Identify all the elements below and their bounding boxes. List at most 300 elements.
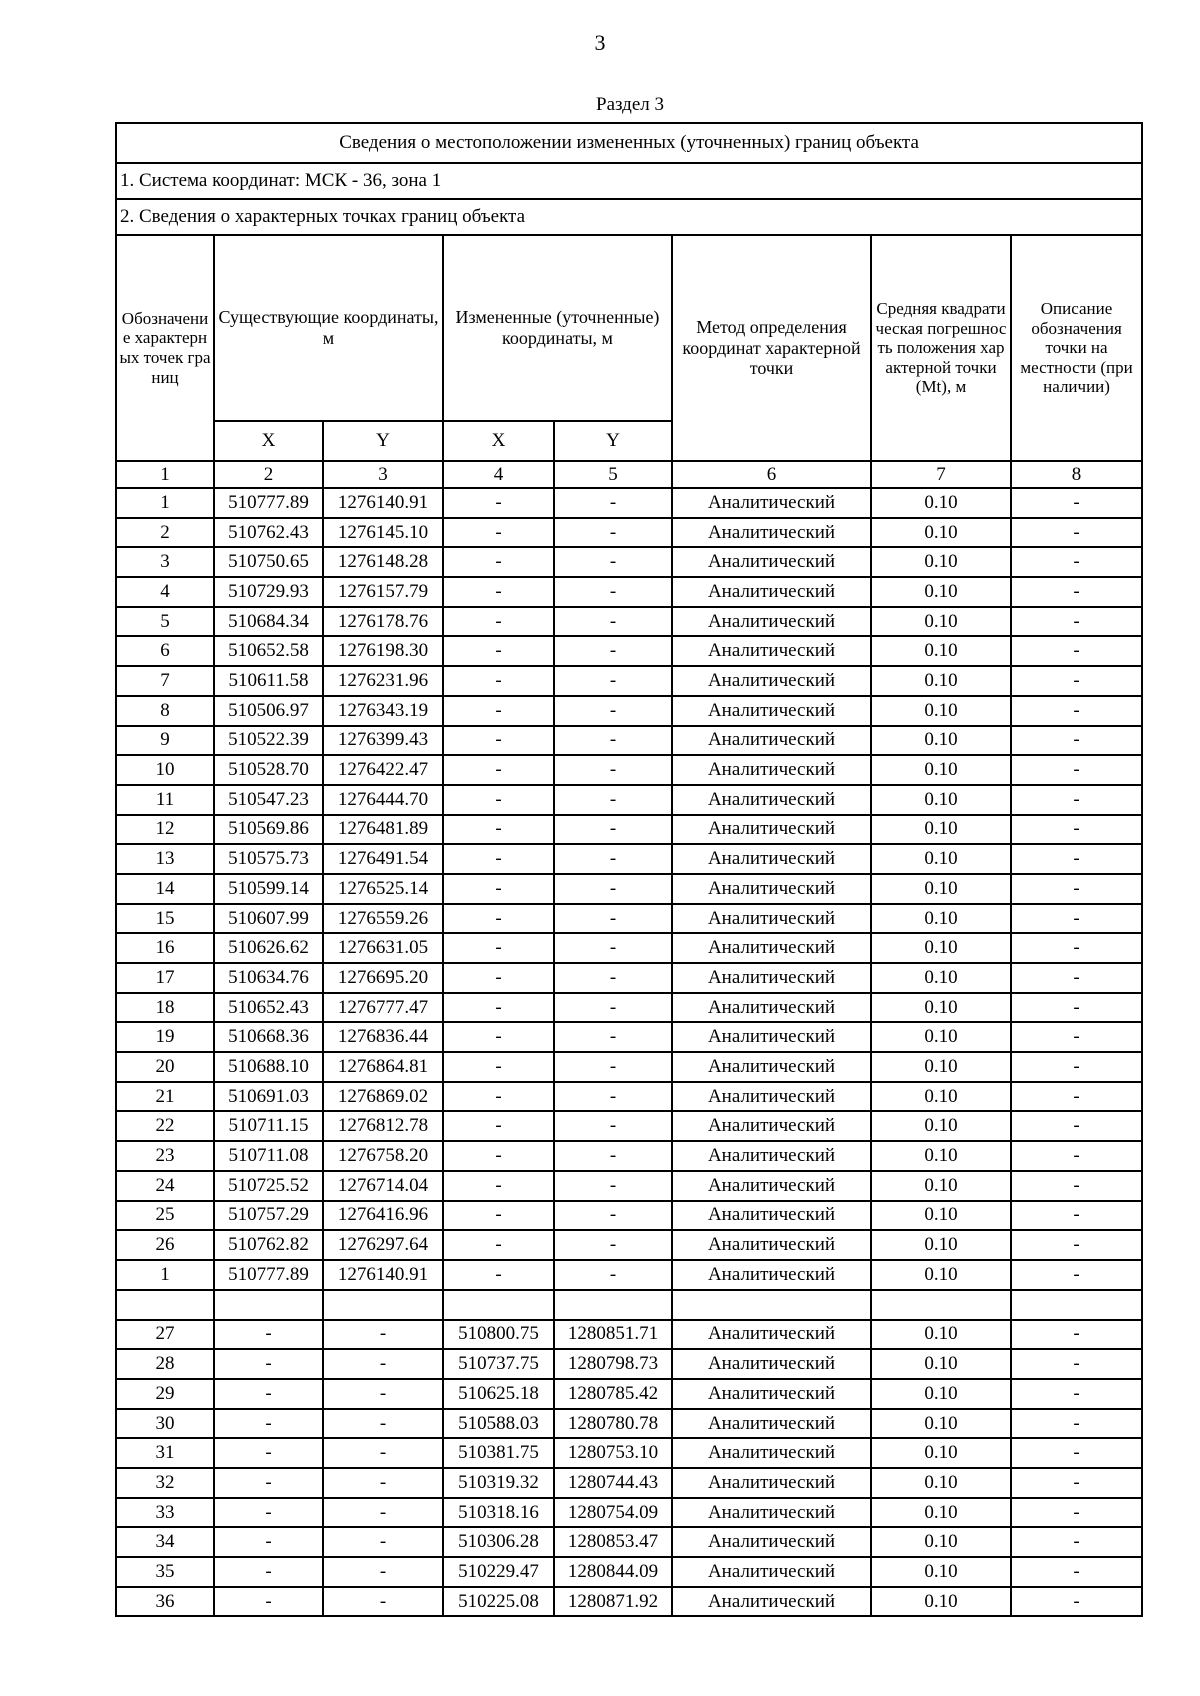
changed-y-cell: 1280785.42 (554, 1379, 672, 1409)
description-cell: - (1011, 933, 1142, 963)
point-id-cell: 14 (116, 874, 214, 904)
description-cell: - (1011, 1468, 1142, 1498)
changed-y-cell: - (554, 1171, 672, 1201)
error-cell: 0.10 (871, 755, 1011, 785)
table-row (116, 1409, 1142, 1439)
error-cell: 0.10 (871, 518, 1011, 548)
changed-y-cell: - (554, 1230, 672, 1260)
error-cell: 0.10 (871, 785, 1011, 815)
changed-x-cell: - (443, 963, 554, 993)
existing-x-cell: 510691.03 (214, 1082, 323, 1112)
table-row (116, 963, 1142, 993)
table-row (116, 1082, 1142, 1112)
table-row (116, 904, 1142, 934)
changed-x-cell: - (443, 933, 554, 963)
changed-x-cell: 510800.75 (443, 1320, 554, 1350)
error-cell: 0.10 (871, 547, 1011, 577)
changed-x-cell: - (443, 488, 554, 518)
table-row (116, 1201, 1142, 1231)
changed-x-cell: - (443, 1141, 554, 1171)
table-row (116, 1527, 1142, 1557)
existing-x-cell (214, 1290, 323, 1320)
changed-x-cell: - (443, 1022, 554, 1052)
existing-y-cell: 1276231.96 (323, 666, 443, 696)
changed-y-cell: - (554, 844, 672, 874)
method-cell: Аналитический (672, 1379, 871, 1409)
table-row (116, 607, 1142, 637)
existing-y-cell: 1276777.47 (323, 993, 443, 1023)
point-id-cell: 13 (116, 844, 214, 874)
description-cell: - (1011, 904, 1142, 934)
existing-y-cell: 1276198.30 (323, 636, 443, 666)
separator-row (116, 1290, 1142, 1320)
existing-y-cell: 1276140.91 (323, 488, 443, 518)
method-cell: Аналитический (672, 1498, 871, 1528)
table-row (116, 1320, 1142, 1350)
table-row (116, 1587, 1142, 1617)
method-cell: Аналитический (672, 1052, 871, 1082)
changed-y-cell: - (554, 963, 672, 993)
method-cell: Аналитический (672, 1022, 871, 1052)
existing-y-cell: 1276758.20 (323, 1141, 443, 1171)
point-id-cell: 12 (116, 815, 214, 845)
description-cell: - (1011, 1527, 1142, 1557)
table-row (116, 1379, 1142, 1409)
coord-system-line: 1. Система координат: МСК - 36, зона 1 (116, 163, 1142, 199)
description-cell: - (1011, 1052, 1142, 1082)
existing-y-cell: 1276695.20 (323, 963, 443, 993)
table-row (116, 726, 1142, 756)
changed-x-cell: - (443, 1082, 554, 1112)
header-error: Средняя квадратическая погрешность положения характерной точки (Mt), м (871, 235, 1011, 461)
changed-x-cell: 510737.75 (443, 1349, 554, 1379)
error-cell: 0.10 (871, 1141, 1011, 1171)
method-cell: Аналитический (672, 1082, 871, 1112)
error-cell: 0.10 (871, 1527, 1011, 1557)
method-cell: Аналитический (672, 1171, 871, 1201)
description-cell: - (1011, 785, 1142, 815)
existing-x-cell: 510611.58 (214, 666, 323, 696)
changed-y-cell: - (554, 1201, 672, 1231)
existing-y-cell: 1276559.26 (323, 904, 443, 934)
description-cell: - (1011, 1409, 1142, 1439)
existing-y-cell: - (323, 1320, 443, 1350)
method-cell: Аналитический (672, 1201, 871, 1231)
existing-x-cell: - (214, 1320, 323, 1350)
description-cell: - (1011, 488, 1142, 518)
existing-x-cell: - (214, 1468, 323, 1498)
description-cell: - (1011, 755, 1142, 785)
existing-y-cell: 1276157.79 (323, 577, 443, 607)
changed-x-cell: - (443, 666, 554, 696)
description-cell: - (1011, 518, 1142, 548)
error-cell: 0.10 (871, 1587, 1011, 1617)
changed-x-cell: 510381.75 (443, 1438, 554, 1468)
changed-y-cell: 1280853.47 (554, 1527, 672, 1557)
method-cell: Аналитический (672, 547, 871, 577)
changed-x-cell: - (443, 1201, 554, 1231)
method-cell: Аналитический (672, 1320, 871, 1350)
changed-y-cell: - (554, 815, 672, 845)
point-id-cell: 25 (116, 1201, 214, 1231)
existing-x-cell: 510547.23 (214, 785, 323, 815)
error-cell: 0.10 (871, 666, 1011, 696)
column-number: 5 (554, 461, 672, 488)
error-cell: 0.10 (871, 1171, 1011, 1201)
description-cell: - (1011, 1230, 1142, 1260)
point-id-cell: 8 (116, 696, 214, 726)
point-id-cell (116, 1290, 214, 1320)
error-cell: 0.10 (871, 607, 1011, 637)
description-cell: - (1011, 1141, 1142, 1171)
existing-x-cell: - (214, 1527, 323, 1557)
existing-x-cell: 510506.97 (214, 696, 323, 726)
method-cell: Аналитический (672, 518, 871, 548)
table-row (116, 1052, 1142, 1082)
section-label: Раздел 3 (596, 94, 664, 115)
column-number: 2 (214, 461, 323, 488)
error-cell: 0.10 (871, 1468, 1011, 1498)
method-cell: Аналитический (672, 755, 871, 785)
existing-y-cell: - (323, 1587, 443, 1617)
changed-x-cell: 510318.16 (443, 1498, 554, 1528)
point-id-cell: 1 (116, 488, 214, 518)
changed-x-cell: - (443, 785, 554, 815)
method-cell: Аналитический (672, 1260, 871, 1290)
method-cell: Аналитический (672, 1111, 871, 1141)
changed-y-cell: - (554, 1052, 672, 1082)
column-number: 8 (1011, 461, 1142, 488)
error-cell (871, 1290, 1011, 1320)
existing-y-cell: 1276869.02 (323, 1082, 443, 1112)
error-cell: 0.10 (871, 993, 1011, 1023)
existing-y-cell: - (323, 1409, 443, 1439)
table-row (116, 696, 1142, 726)
existing-y-cell: 1276145.10 (323, 518, 443, 548)
point-id-cell: 3 (116, 547, 214, 577)
table-row (116, 666, 1142, 696)
description-cell: - (1011, 1557, 1142, 1587)
table-row (116, 1230, 1142, 1260)
changed-x-cell: 510319.32 (443, 1468, 554, 1498)
point-id-cell: 7 (116, 666, 214, 696)
changed-x-cell: - (443, 696, 554, 726)
description-cell: - (1011, 547, 1142, 577)
point-id-cell: 19 (116, 1022, 214, 1052)
method-cell: Аналитический (672, 1527, 871, 1557)
header-changed-y: Y (554, 421, 672, 461)
existing-y-cell: - (323, 1349, 443, 1379)
error-cell: 0.10 (871, 904, 1011, 934)
header-changed-x: X (443, 421, 554, 461)
description-cell: - (1011, 607, 1142, 637)
existing-x-cell: 510652.58 (214, 636, 323, 666)
existing-x-cell: - (214, 1379, 323, 1409)
method-cell: Аналитический (672, 577, 871, 607)
changed-x-cell: - (443, 726, 554, 756)
method-cell: Аналитический (672, 933, 871, 963)
existing-x-cell: 510626.62 (214, 933, 323, 963)
existing-x-cell: 510652.43 (214, 993, 323, 1023)
existing-y-cell: 1276399.43 (323, 726, 443, 756)
existing-y-cell: 1276491.54 (323, 844, 443, 874)
changed-x-cell: 510225.08 (443, 1587, 554, 1617)
existing-x-cell: 510725.52 (214, 1171, 323, 1201)
method-cell: Аналитический (672, 963, 871, 993)
changed-x-cell: 510229.47 (443, 1557, 554, 1587)
method-cell: Аналитический (672, 1141, 871, 1171)
point-id-cell: 6 (116, 636, 214, 666)
table-row (116, 518, 1142, 548)
changed-y-cell: - (554, 636, 672, 666)
error-cell: 0.10 (871, 1201, 1011, 1231)
existing-y-cell: 1276444.70 (323, 785, 443, 815)
existing-y-cell: 1276812.78 (323, 1111, 443, 1141)
method-cell: Аналитический (672, 726, 871, 756)
existing-x-cell: 510762.43 (214, 518, 323, 548)
point-id-cell: 36 (116, 1587, 214, 1617)
point-id-cell: 30 (116, 1409, 214, 1439)
header-method: Метод определения координат характерной точки (672, 235, 871, 461)
existing-y-cell: - (323, 1498, 443, 1528)
description-cell: - (1011, 874, 1142, 904)
changed-y-cell: - (554, 666, 672, 696)
point-id-cell: 20 (116, 1052, 214, 1082)
changed-y-cell: - (554, 577, 672, 607)
changed-y-cell: 1280744.43 (554, 1468, 672, 1498)
error-cell: 0.10 (871, 636, 1011, 666)
method-cell: Аналитический (672, 1349, 871, 1379)
changed-y-cell: 1280851.71 (554, 1320, 672, 1350)
point-id-cell: 18 (116, 993, 214, 1023)
changed-y-cell: - (554, 1141, 672, 1171)
point-id-cell: 27 (116, 1320, 214, 1350)
existing-x-cell: - (214, 1438, 323, 1468)
existing-y-cell: 1276343.19 (323, 696, 443, 726)
method-cell: Аналитический (672, 1230, 871, 1260)
error-cell: 0.10 (871, 1379, 1011, 1409)
description-cell: - (1011, 1349, 1142, 1379)
table-row (116, 755, 1142, 785)
description-cell: - (1011, 815, 1142, 845)
existing-y-cell: 1276525.14 (323, 874, 443, 904)
column-number-row (116, 461, 1142, 488)
table-row (116, 1022, 1142, 1052)
error-cell: 0.10 (871, 1349, 1011, 1379)
table-row (116, 1498, 1142, 1528)
existing-x-cell: 510762.82 (214, 1230, 323, 1260)
point-id-cell: 23 (116, 1141, 214, 1171)
description-cell: - (1011, 1498, 1142, 1528)
description-cell: - (1011, 577, 1142, 607)
boundary-points-table (115, 122, 1143, 1617)
description-cell: - (1011, 1171, 1142, 1201)
existing-x-cell: 510777.89 (214, 1260, 323, 1290)
method-cell: Аналитический (672, 844, 871, 874)
changed-y-cell: - (554, 755, 672, 785)
existing-x-cell: 510757.29 (214, 1201, 323, 1231)
error-cell: 0.10 (871, 696, 1011, 726)
method-cell: Аналитический (672, 696, 871, 726)
changed-y-cell: 1280798.73 (554, 1349, 672, 1379)
method-cell (672, 1290, 871, 1320)
method-cell: Аналитический (672, 488, 871, 518)
existing-x-cell: - (214, 1498, 323, 1528)
error-cell: 0.10 (871, 844, 1011, 874)
changed-x-cell: - (443, 815, 554, 845)
table-row (116, 1349, 1142, 1379)
changed-y-cell: - (554, 696, 672, 726)
table-row (116, 844, 1142, 874)
existing-x-cell: 510599.14 (214, 874, 323, 904)
table-body (116, 488, 1142, 1616)
point-id-cell: 9 (116, 726, 214, 756)
point-id-cell: 1 (116, 1260, 214, 1290)
error-cell: 0.10 (871, 1052, 1011, 1082)
error-cell: 0.10 (871, 1320, 1011, 1350)
changed-y-cell: 1280780.78 (554, 1409, 672, 1439)
column-number: 6 (672, 461, 871, 488)
existing-y-cell: 1276148.28 (323, 547, 443, 577)
description-cell: - (1011, 1082, 1142, 1112)
method-cell: Аналитический (672, 607, 871, 637)
existing-x-cell: 510607.99 (214, 904, 323, 934)
changed-y-cell: - (554, 1111, 672, 1141)
method-cell: Аналитический (672, 815, 871, 845)
error-cell: 0.10 (871, 1230, 1011, 1260)
changed-y-cell (554, 1290, 672, 1320)
table-row (116, 547, 1142, 577)
point-id-cell: 11 (116, 785, 214, 815)
error-cell: 0.10 (871, 815, 1011, 845)
table-row (116, 815, 1142, 845)
existing-x-cell: 510569.86 (214, 815, 323, 845)
table-row (116, 1171, 1142, 1201)
existing-x-cell: 510688.10 (214, 1052, 323, 1082)
column-number: 7 (871, 461, 1011, 488)
changed-y-cell: - (554, 1260, 672, 1290)
existing-x-cell: - (214, 1587, 323, 1617)
changed-x-cell: - (443, 607, 554, 637)
description-cell: - (1011, 636, 1142, 666)
point-id-cell: 15 (116, 904, 214, 934)
description-cell: - (1011, 1201, 1142, 1231)
point-id-cell: 4 (116, 577, 214, 607)
changed-y-cell: - (554, 933, 672, 963)
changed-x-cell: - (443, 1052, 554, 1082)
existing-y-cell: 1276631.05 (323, 933, 443, 963)
existing-y-cell: - (323, 1527, 443, 1557)
table-row (116, 1438, 1142, 1468)
method-cell: Аналитический (672, 1468, 871, 1498)
point-id-cell: 34 (116, 1527, 214, 1557)
existing-x-cell: 510668.36 (214, 1022, 323, 1052)
method-cell: Аналитический (672, 993, 871, 1023)
method-cell: Аналитический (672, 785, 871, 815)
changed-y-cell: - (554, 518, 672, 548)
method-cell: Аналитический (672, 1438, 871, 1468)
point-id-cell: 10 (116, 755, 214, 785)
changed-x-cell: - (443, 547, 554, 577)
method-cell: Аналитический (672, 1409, 871, 1439)
description-cell: - (1011, 666, 1142, 696)
description-cell: - (1011, 696, 1142, 726)
description-cell: - (1011, 1320, 1142, 1350)
table-row (116, 933, 1142, 963)
changed-x-cell: - (443, 1111, 554, 1141)
error-cell: 0.10 (871, 1438, 1011, 1468)
description-cell: - (1011, 726, 1142, 756)
table-row (116, 636, 1142, 666)
error-cell: 0.10 (871, 577, 1011, 607)
header-point-designation: Обозначение характерных точек границ (116, 235, 214, 461)
description-cell: - (1011, 1111, 1142, 1141)
existing-x-cell: 510711.08 (214, 1141, 323, 1171)
point-id-cell: 22 (116, 1111, 214, 1141)
changed-x-cell: - (443, 904, 554, 934)
existing-x-cell: 510634.76 (214, 963, 323, 993)
existing-x-cell: - (214, 1349, 323, 1379)
existing-x-cell: 510575.73 (214, 844, 323, 874)
description-cell: - (1011, 1260, 1142, 1290)
header-existing-y: Y (323, 421, 443, 461)
existing-y-cell: 1276864.81 (323, 1052, 443, 1082)
existing-y-cell: 1276422.47 (323, 755, 443, 785)
table-row (116, 874, 1142, 904)
changed-x-cell: - (443, 993, 554, 1023)
error-cell: 0.10 (871, 1557, 1011, 1587)
existing-y-cell: - (323, 1379, 443, 1409)
changed-y-cell: - (554, 607, 672, 637)
header-existing-coords: Существующие координаты, м (214, 235, 443, 421)
description-cell: - (1011, 1587, 1142, 1617)
page-number: 3 (594, 30, 606, 55)
method-cell: Аналитический (672, 666, 871, 696)
point-id-cell: 5 (116, 607, 214, 637)
existing-y-cell: 1276140.91 (323, 1260, 443, 1290)
description-cell: - (1011, 963, 1142, 993)
changed-y-cell: 1280754.09 (554, 1498, 672, 1528)
table-title: Сведения о местоположении измененных (уточненных) границ объекта (116, 123, 1142, 163)
existing-x-cell: 510729.93 (214, 577, 323, 607)
changed-y-cell: - (554, 874, 672, 904)
header-description: Описание обозначения точки на местности (при наличии) (1011, 235, 1142, 461)
changed-x-cell: 510306.28 (443, 1527, 554, 1557)
existing-x-cell: - (214, 1557, 323, 1587)
description-cell: - (1011, 1022, 1142, 1052)
method-cell: Аналитический (672, 1557, 871, 1587)
existing-x-cell: 510750.65 (214, 547, 323, 577)
changed-y-cell: - (554, 1082, 672, 1112)
column-number: 1 (116, 461, 214, 488)
changed-y-cell: 1280844.09 (554, 1557, 672, 1587)
error-cell: 0.10 (871, 1498, 1011, 1528)
existing-x-cell: 510528.70 (214, 755, 323, 785)
table-row (116, 993, 1142, 1023)
point-id-cell: 29 (116, 1379, 214, 1409)
existing-x-cell: 510522.39 (214, 726, 323, 756)
point-id-cell: 2 (116, 518, 214, 548)
column-number: 4 (443, 461, 554, 488)
existing-y-cell: 1276178.76 (323, 607, 443, 637)
changed-x-cell: - (443, 755, 554, 785)
method-cell: Аналитический (672, 1587, 871, 1617)
method-cell: Аналитический (672, 636, 871, 666)
changed-x-cell: - (443, 1230, 554, 1260)
error-cell: 0.10 (871, 963, 1011, 993)
existing-y-cell: - (323, 1468, 443, 1498)
existing-y-cell (323, 1290, 443, 1320)
